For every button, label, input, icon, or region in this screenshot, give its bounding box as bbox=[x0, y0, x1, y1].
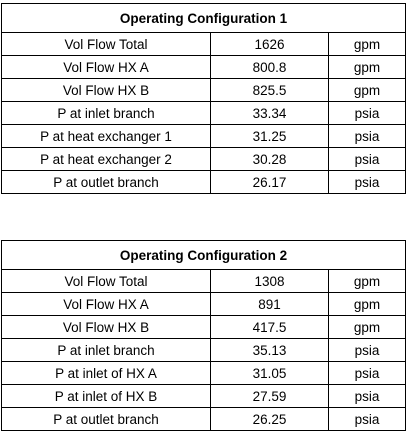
table-title: Operating Configuration 2 bbox=[2, 241, 406, 270]
row-value: 1626 bbox=[211, 33, 329, 56]
table-row bbox=[2, 171, 406, 194]
row-value: 417.5 bbox=[211, 316, 329, 339]
table-row bbox=[2, 316, 406, 339]
table-row bbox=[2, 362, 406, 385]
row-label: P at outlet branch bbox=[2, 408, 211, 431]
table-row bbox=[2, 125, 406, 148]
row-label: P at heat exchanger 2 bbox=[2, 148, 211, 171]
row-value: 31.05 bbox=[211, 362, 329, 385]
row-value: 31.25 bbox=[211, 125, 329, 148]
row-value: 800.8 bbox=[211, 56, 329, 79]
row-unit: gpm bbox=[329, 293, 406, 316]
row-value: 891 bbox=[211, 293, 329, 316]
table-header-row bbox=[2, 241, 406, 270]
table-header-row bbox=[2, 4, 406, 33]
row-value: 27.59 bbox=[211, 385, 329, 408]
row-unit: gpm bbox=[329, 270, 406, 293]
row-unit: gpm bbox=[329, 56, 406, 79]
table-row bbox=[2, 79, 406, 102]
table-row bbox=[2, 270, 406, 293]
row-unit: psia bbox=[329, 102, 406, 125]
row-unit: gpm bbox=[329, 79, 406, 102]
row-label: P at inlet branch bbox=[2, 102, 211, 125]
row-value: 26.17 bbox=[211, 171, 329, 194]
row-label: Vol Flow HX B bbox=[2, 316, 211, 339]
configuration-table-1 bbox=[1, 3, 406, 194]
row-unit: psia bbox=[329, 408, 406, 431]
row-label: P at inlet of HX A bbox=[2, 362, 211, 385]
row-label: Vol Flow HX B bbox=[2, 79, 211, 102]
row-label: Vol Flow HX A bbox=[2, 56, 211, 79]
row-value: 825.5 bbox=[211, 79, 329, 102]
row-value: 35.13 bbox=[211, 339, 329, 362]
table-row bbox=[2, 56, 406, 79]
table-row bbox=[2, 148, 406, 171]
row-unit: psia bbox=[329, 339, 406, 362]
row-unit: psia bbox=[329, 125, 406, 148]
row-value: 30.28 bbox=[211, 148, 329, 171]
table-title: Operating Configuration 1 bbox=[2, 4, 406, 33]
row-value: 26.25 bbox=[211, 408, 329, 431]
table-row bbox=[2, 385, 406, 408]
row-label: P at heat exchanger 1 bbox=[2, 125, 211, 148]
table-row bbox=[2, 102, 406, 125]
row-unit: psia bbox=[329, 362, 406, 385]
row-value: 33.34 bbox=[211, 102, 329, 125]
row-unit: psia bbox=[329, 385, 406, 408]
row-label: P at outlet branch bbox=[2, 171, 211, 194]
row-label: P at inlet of HX B bbox=[2, 385, 211, 408]
row-unit: psia bbox=[329, 171, 406, 194]
table-row bbox=[2, 408, 406, 431]
table-row bbox=[2, 33, 406, 56]
table-row bbox=[2, 293, 406, 316]
row-unit: gpm bbox=[329, 33, 406, 56]
row-value: 1308 bbox=[211, 270, 329, 293]
row-label: Vol Flow Total bbox=[2, 33, 211, 56]
table-row bbox=[2, 339, 406, 362]
row-unit: gpm bbox=[329, 316, 406, 339]
row-label: P at inlet branch bbox=[2, 339, 211, 362]
row-label: Vol Flow HX A bbox=[2, 293, 211, 316]
configuration-table-2 bbox=[1, 240, 406, 431]
row-label: Vol Flow Total bbox=[2, 270, 211, 293]
row-unit: psia bbox=[329, 148, 406, 171]
